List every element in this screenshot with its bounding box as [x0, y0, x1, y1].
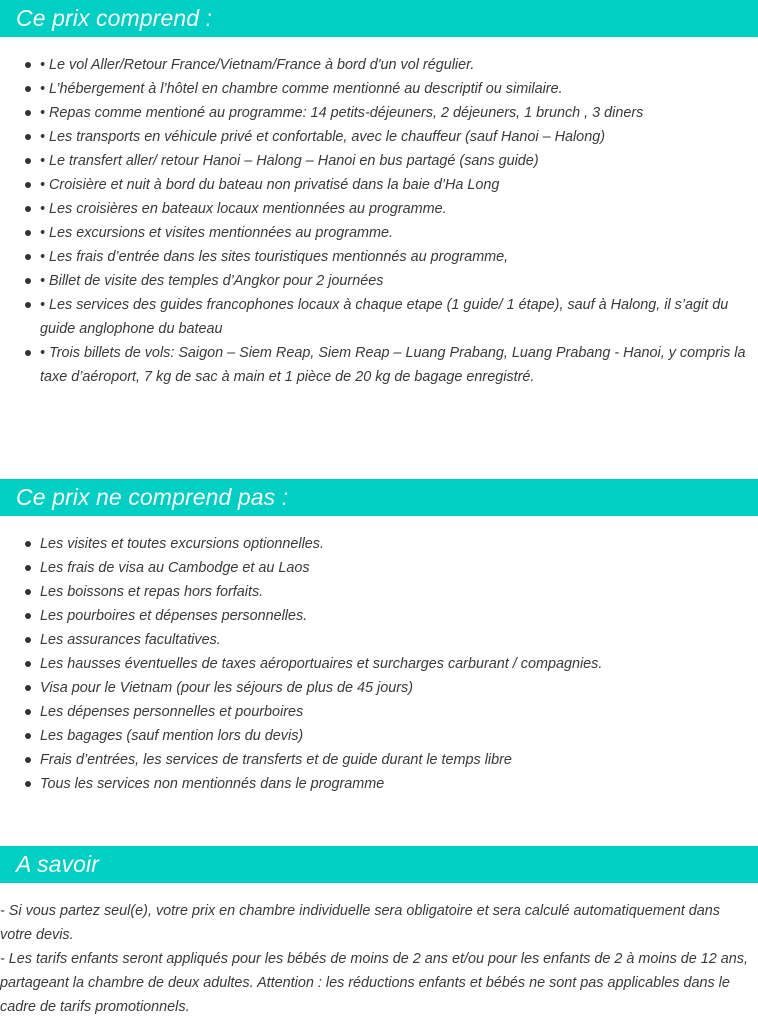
list-item: Les boissons et repas hors forfaits.	[40, 580, 758, 604]
list-item: Les assurances facultatives.	[40, 628, 758, 652]
list-item: Les hausses éventuelles de taxes aéroportuaires et surcharges carburant / compagnies.	[40, 652, 758, 676]
list-item: Frais d’entrées, les services de transferts et de guide durant le temps libre	[40, 748, 758, 772]
list-item: • Le transfert aller/ retour Hanoi – Halong – Hanoi en bus partagé (sans guide)	[40, 149, 758, 173]
excluded-section-title: Ce prix ne comprend pas :	[0, 479, 758, 516]
note-paragraph: - Les tarifs enfants seront appliqués pour les bébés de moins de 2 ans et/ou pour les enfants de 2 à moins de 12 ans, partageant la chambre de deux adultes. Attention : les réductions enfants et bébés ne sont pas applicables dans le cadre de tarifs promotionnels.	[0, 951, 748, 1015]
excluded-list	[0, 532, 758, 796]
list-item: Tous les services non mentionnés dans le programme	[40, 772, 758, 796]
list-item: Les pourboires et dépenses personnelles.	[40, 604, 758, 628]
included-section-title: Ce prix comprend :	[0, 0, 758, 37]
list-item: • Le vol Aller/Retour France/Vietnam/France à bord d'un vol régulier.	[40, 53, 758, 77]
included-list	[0, 53, 758, 389]
list-item: • L’hébergement à l’hôtel en chambre comme mentionné au descriptif ou similaire.	[40, 77, 758, 101]
list-item: • Les excursions et visites mentionnées au programme.	[40, 221, 758, 245]
list-item: Les bagages (sauf mention lors du devis)	[40, 724, 758, 748]
list-item: • Repas comme mentioné au programme: 14 petits-déjeuners, 2 déjeuners, 1 brunch , 3 diners	[40, 101, 758, 125]
list-item: • Les croisières en bateaux locaux mentionnées au programme.	[40, 197, 758, 221]
notes-section-title: A savoir	[0, 846, 758, 883]
list-item: • Croisière et nuit à bord du bateau non privatisé dans la baie d’Ha Long	[40, 173, 758, 197]
list-item: • Trois billets de vols: Saigon – Siem Reap, Siem Reap – Luang Prabang, Luang Prabang - Hanoi, y compris la taxe d’aéroport, 7 kg de sac à main et 1 pièce de 20 kg de bagage enregistré.	[40, 341, 758, 389]
list-item: • Billet de visite des temples d’Angkor pour 2 journées	[40, 269, 758, 293]
list-item: • Les frais d’entrée dans les sites touristiques mentionnés au programme,	[40, 245, 758, 269]
list-item: • Les services des guides francophones locaux à chaque etape (1 guide/ 1 étape), sauf à Halong, il s’agit du guide anglophone du bateau	[40, 293, 758, 341]
list-item: Visa pour le Vietnam (pour les séjours de plus de 45 jours)	[40, 676, 758, 700]
list-item: • Les transports en véhicule privé et confortable, avec le chauffeur (sauf Hanoi – Halong)	[40, 125, 758, 149]
list-item: Les dépenses personnelles et pourboires	[40, 700, 758, 724]
list-item: Les visites et toutes excursions optionnelles.	[40, 532, 758, 556]
note-paragraph: - Si vous partez seul(e), votre prix en chambre individuelle sera obligatoire et sera calculé automatiquement dans votre devis.	[0, 903, 720, 943]
list-item: Les frais de visa au Cambodge et au Laos	[40, 556, 758, 580]
notes-block	[0, 899, 752, 1019]
